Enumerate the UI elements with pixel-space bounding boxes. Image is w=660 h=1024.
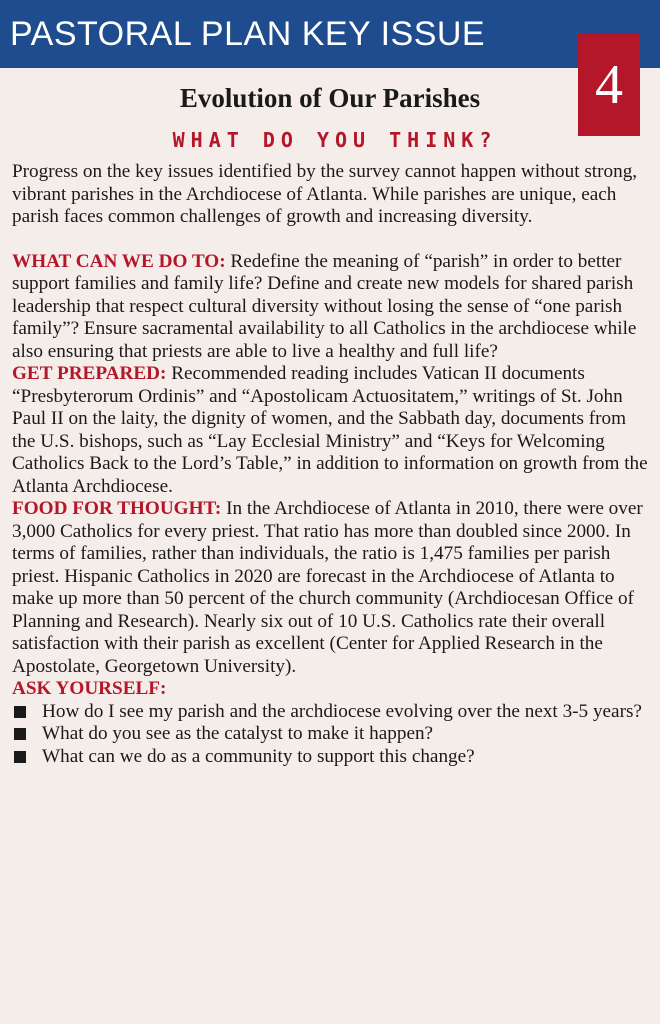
article-subtitle: WHAT DO YOU THINK? (172, 128, 498, 152)
ask-yourself-heading: ASK YOURSELF: (12, 678, 167, 699)
section-get-prepared (12, 363, 650, 498)
section-lead: WHAT CAN WE DO TO: (12, 250, 226, 272)
list-item (12, 723, 650, 746)
article-body (12, 161, 650, 768)
square-bullet-icon (14, 728, 26, 740)
section-lead: GET PREPARED: (12, 363, 167, 384)
paragraph-gap (12, 229, 650, 251)
section-text: Redefine the meaning of “parish” in order to better support families and family life? Define and create new models for shared parish leadership that respect cultural diversity without losing the sense of “one parish family”? Ensure sacramental availability to all Catholics in the archdiocese while also ensuring that priests are able to live a healthy and full life? (12, 250, 637, 362)
section-food-for-thought (12, 498, 650, 678)
list-item (12, 746, 650, 769)
section-text: Recommended reading includes Vatican II documents “Presbyterorum Ordinis” and “Apostolicam Actuositatem,” writings of St. John Paul II on the laity, the dignity of women, and the Sabbath day, documents from the U.S. bishops, such as “Lay Ecclesial Ministry” and “Keys for Welcoming Catholics Back to the Lord’s Table,” in addition to information on growth from the Atlanta Archdiocese. (12, 363, 648, 497)
list-item-text: What can we do as a community to support this change? (42, 745, 475, 767)
list-item (12, 701, 650, 724)
article-title: Evolution of Our Parishes (179, 83, 481, 113)
square-bullet-icon (14, 751, 26, 763)
square-bullet-icon (14, 706, 26, 718)
intro-paragraph: Progress on the key issues identified by the survey cannot happen without strong, vibrant parishes in the Archdiocese of Atlanta. While parishes are unique, each parish faces common challenges of growth and increasing diversity. (12, 161, 638, 227)
banner-title: PASTORAL PLAN KEY ISSUE (0, 0, 660, 68)
ask-yourself-list (12, 701, 650, 769)
section-text: In the Archdiocese of Atlanta in 2010, there were over 3,000 Catholics for every priest. That ratio has more than doubled since 2000. In terms of families, rather than individuals, the ratio is 1,475 families per parish priest. Hispanic Catholics in 2020 are forecast in the Archdiocese of Atlanta to make up more than 50 percent of the church community (Archdiocesan Office of Planning and Research). Nearly six out of 10 U.S. Catholics rate their overall satisfaction with their parish as excellent (Center for Applied Research in the Apostolate, Georgetown University). (12, 498, 643, 677)
list-item-text: What do you see as the catalyst to make it happen? (42, 723, 434, 744)
section-what-can-we-do (12, 251, 650, 364)
issue-number-badge: 4 (578, 34, 640, 136)
list-item-text: How do I see my parish and the archdiocese evolving over the next 3-5 years? (42, 700, 642, 722)
section-lead: FOOD FOR THOUGHT: (12, 498, 222, 519)
